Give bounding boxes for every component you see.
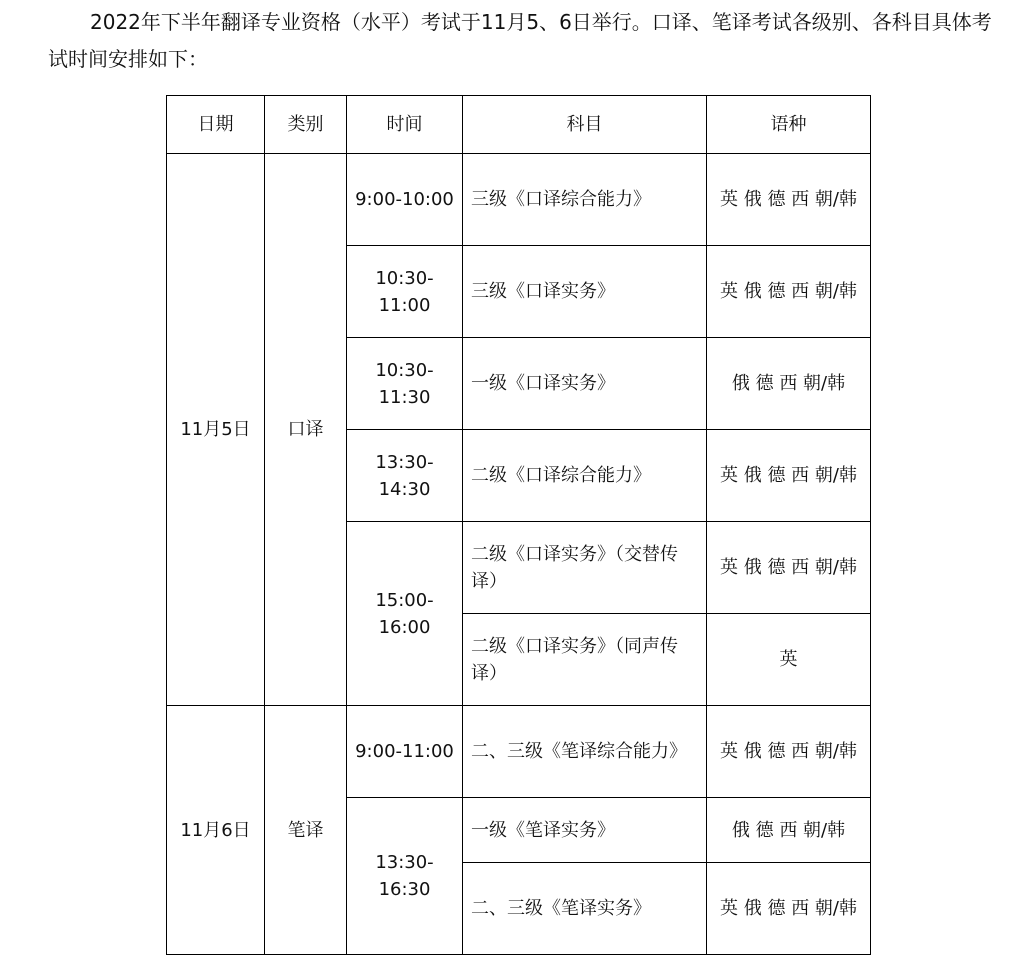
language-cell: 英 俄 德 西 朝/韩 xyxy=(707,706,871,798)
header-subject: 科目 xyxy=(463,96,707,154)
header-date: 日期 xyxy=(167,96,265,154)
header-time: 时间 xyxy=(347,96,463,154)
date-cell-nov5: 11月5日 xyxy=(167,154,265,706)
subject-cell: 三级《口译综合能力》 xyxy=(463,154,707,246)
language-cell: 英 俄 德 西 朝/韩 xyxy=(707,154,871,246)
date-cell-nov6: 11月6日 xyxy=(167,706,265,955)
time-cell: 15:00-16:00 xyxy=(347,522,463,706)
time-cell: 13:30-14:30 xyxy=(347,430,463,522)
time-cell: 13:30-16:30 xyxy=(347,798,463,955)
language-cell: 俄 德 西 朝/韩 xyxy=(707,338,871,430)
time-cell: 9:00-10:00 xyxy=(347,154,463,246)
subject-cell: 二、三级《笔译实务》 xyxy=(463,863,707,955)
header-category: 类别 xyxy=(265,96,347,154)
subject-cell: 二级《口译实务》（交替传译） xyxy=(463,522,707,614)
time-cell: 9:00-11:00 xyxy=(347,706,463,798)
subject-cell: 二级《口译综合能力》 xyxy=(463,430,707,522)
exam-schedule-table xyxy=(166,95,871,955)
subject-cell: 三级《口译实务》 xyxy=(463,246,707,338)
table-row xyxy=(167,706,871,798)
language-cell: 英 俄 德 西 朝/韩 xyxy=(707,246,871,338)
language-cell: 俄 德 西 朝/韩 xyxy=(707,798,871,863)
category-cell-interpretation: 口译 xyxy=(265,154,347,706)
table-header-row xyxy=(167,96,871,154)
subject-cell: 二级《口译实务》（同声传译） xyxy=(463,614,707,706)
table-row xyxy=(167,154,871,246)
header-language: 语种 xyxy=(707,96,871,154)
time-cell: 10:30-11:00 xyxy=(347,246,463,338)
language-cell: 英 俄 德 西 朝/韩 xyxy=(707,522,871,614)
language-cell: 英 俄 德 西 朝/韩 xyxy=(707,863,871,955)
subject-cell: 一级《笔译实务》 xyxy=(463,798,707,863)
language-cell: 英 俄 德 西 朝/韩 xyxy=(707,430,871,522)
subject-cell: 二、三级《笔译综合能力》 xyxy=(463,706,707,798)
language-cell: 英 xyxy=(707,614,871,706)
time-cell: 10:30-11:30 xyxy=(347,338,463,430)
intro-paragraph: 2022年下半年翻译专业资格（水平）考试于11月5、6日举行。口译、笔译考试各级别、各科目具体考试时间安排如下： xyxy=(48,10,992,71)
subject-cell: 一级《口译实务》 xyxy=(463,338,707,430)
category-cell-translation: 笔译 xyxy=(265,706,347,955)
